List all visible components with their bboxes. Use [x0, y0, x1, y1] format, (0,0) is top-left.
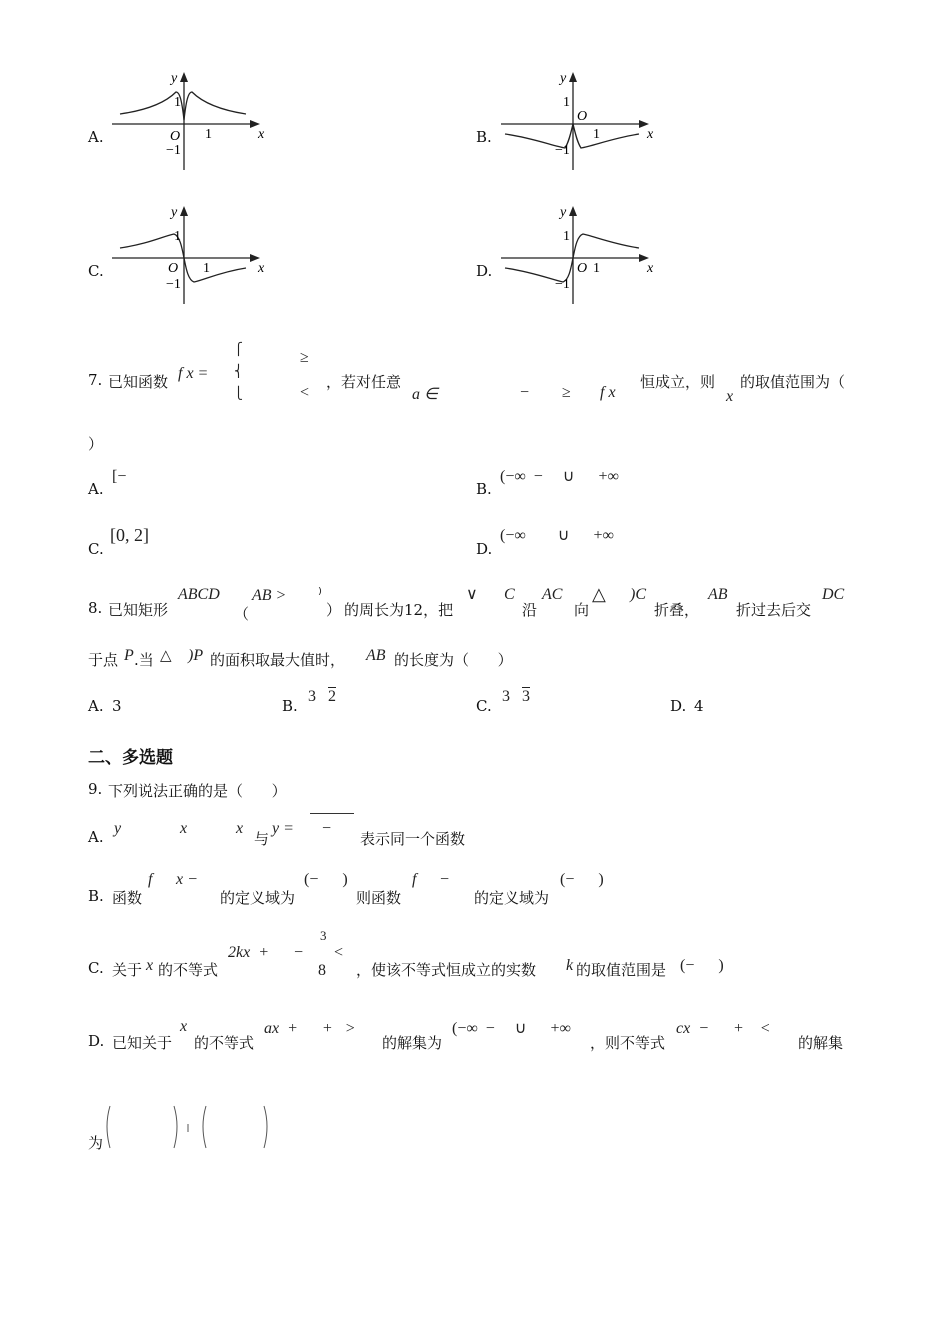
q6-graph-a — [108, 62, 268, 172]
q9-b-lead: 函数 — [112, 889, 143, 907]
q8-line2-d: 的长度为（ ） — [394, 651, 513, 669]
q9-d-wei: 为 — [88, 1134, 104, 1152]
q8-dp-frag: )P — [188, 647, 204, 664]
q8-option-c-rad: 3 — [522, 688, 530, 705]
q9-a-label: A. — [88, 828, 104, 846]
q9-a-y-eq: y = — [272, 820, 294, 837]
q9-d-label: D. — [88, 1032, 105, 1050]
q8-option-c-text: 3 — [502, 688, 510, 705]
q9-d-mid2: 的解集为 — [382, 1034, 443, 1052]
q9-c-k: k — [566, 957, 574, 974]
svg-text:1: 1 — [174, 95, 181, 110]
svg-text:1: 1 — [563, 95, 570, 110]
q9-c-range: (− ) — [680, 957, 724, 974]
q9-c-expr: 2kx + − — [228, 944, 304, 961]
q8-after: 折过去后交 — [736, 601, 812, 619]
q8-option-b-rad: 2 — [328, 688, 336, 705]
q7-tail2: 的取值范围为（ — [740, 373, 846, 391]
q9-b-f: f — [148, 871, 153, 888]
q8-tri2: △ — [160, 648, 172, 664]
svg-text:−1: −1 — [166, 143, 181, 158]
q9-a-minus: − — [322, 820, 332, 837]
svg-text:O: O — [577, 261, 588, 276]
svg-text:x: x — [258, 261, 265, 276]
svg-text:1: 1 — [593, 261, 600, 276]
svg-text:y: y — [560, 205, 567, 220]
q9-c-x: x — [146, 957, 154, 974]
q9-c-tail: 的取值范围是 — [576, 961, 667, 979]
q7-option-b-label: B. — [476, 480, 492, 498]
q9-a-x2: x — [236, 820, 244, 837]
q7-close: ） — [88, 435, 104, 453]
q9-a-sqrt-bar — [310, 813, 354, 814]
q7-ge: ≥ — [300, 349, 309, 366]
q6-option-b-label: B. — [476, 128, 492, 146]
q8-option-d-text: 4 — [694, 697, 704, 715]
q9-d-lead: 已知关于 — [112, 1034, 173, 1052]
q9-a-x1: x — [180, 820, 188, 837]
q8-mid1: 的周长为12，把 — [344, 601, 454, 619]
q8-option-b-text: 3 — [308, 688, 316, 705]
q9-c-frac-top: 3 — [320, 928, 327, 943]
svg-text:O: O — [170, 129, 181, 144]
q8-lead: 已知矩形 — [108, 601, 169, 619]
q7-option-b-text: (−∞ − ∪ +∞ — [500, 468, 619, 485]
q8-ab: AB — [708, 586, 728, 603]
svg-text:y: y — [171, 71, 178, 86]
svg-text:−1: −1 — [555, 143, 570, 158]
q7-lead: 已知函数 — [108, 373, 169, 391]
q8-line2-c: 的面积取最大值时， — [210, 651, 346, 669]
q8-p: P — [124, 647, 134, 664]
q9-b-then: 则函数 — [356, 889, 402, 907]
svg-text:1: 1 — [203, 261, 210, 276]
q9-d-x: x — [180, 1018, 188, 1035]
q7-number: 7. — [88, 371, 103, 389]
svg-text:y: y — [560, 71, 567, 86]
q9-b-minus2: − — [440, 871, 450, 888]
q6-option-d-label: D. — [476, 262, 493, 280]
q8-paren-open: （ — [234, 605, 250, 623]
q8-dc-frag: )C — [630, 586, 646, 603]
q7-tail: 恒成立，则 — [640, 373, 716, 391]
q9-c-lt: < — [334, 944, 344, 961]
q9-number: 9. — [88, 780, 103, 798]
q8-ab2: AB — [366, 647, 386, 664]
q8-line2-b: .当 — [134, 651, 154, 669]
svg-text:O: O — [168, 261, 179, 276]
svg-text:O: O — [577, 109, 588, 124]
q9-d-sol: (−∞ − ∪ +∞ — [452, 1020, 571, 1037]
q6-option-c-label: C. — [88, 262, 104, 280]
q9-d-mid: 的不等式 — [194, 1034, 255, 1052]
q9-d-answer-brackets — [102, 1102, 272, 1152]
svg-text:1: 1 — [205, 127, 212, 142]
q7-option-c-text: [0, 2] — [110, 525, 149, 545]
q6-option-a-label: A. — [88, 128, 104, 146]
q9-b-mid2: 的定义域为 — [474, 889, 550, 907]
q8-paren-close: ） — [326, 601, 342, 619]
q8-dc: DC — [822, 586, 845, 603]
q8-ac: AC — [542, 586, 563, 603]
q8-fold: 折叠， — [654, 601, 700, 619]
svg-text:−1: −1 — [166, 277, 181, 292]
q7-a-in: a ∈ — [412, 386, 438, 403]
q9-b-f2: f — [412, 871, 417, 888]
q7-option-a-text: [− — [112, 468, 127, 485]
svg-text:x: x — [258, 127, 265, 142]
q9-d-tail: 的解集 — [798, 1034, 844, 1052]
q7-option-d-text: (−∞ ∪ +∞ — [500, 527, 614, 544]
q9-b-mid: 的定义域为 — [220, 889, 296, 907]
q9-b-paren2: (− ) — [560, 871, 604, 888]
svg-text:x: x — [647, 127, 654, 142]
q9-a-yu: 与 — [254, 830, 270, 848]
q7-option-a-label: A. — [88, 480, 104, 498]
svg-text:x: x — [647, 261, 654, 276]
q7-minus: − — [520, 384, 530, 401]
q9-d-mid3: ，则不等式 — [590, 1034, 666, 1052]
svg-text:1: 1 — [563, 229, 570, 244]
q7-f-x: f x = — [178, 365, 209, 382]
q9-a-tail: 表示同一个函数 — [360, 830, 466, 848]
q7-option-c-label: C. — [88, 540, 104, 558]
q9-d-expr2: cx − + < — [676, 1020, 771, 1037]
q9-a-y: y — [114, 820, 122, 837]
q9-c-mid: 的不等式 — [158, 961, 219, 979]
q8-line2-a: 于点 — [88, 651, 119, 669]
q7-brace-bot: ⎩ — [234, 386, 243, 400]
q9-stem: 下列说法正确的是（ ） — [108, 782, 287, 800]
q8-option-c-label: C. — [476, 697, 492, 715]
q8-number: 8. — [88, 599, 103, 617]
q6-graph-c — [108, 196, 268, 306]
q7-brace-mid: ⎨ — [234, 364, 243, 378]
q8-toward: 向 — [574, 601, 590, 619]
q9-c-frac-bot: 8 — [318, 962, 326, 979]
q8-vee: ∨ — [466, 586, 478, 603]
q8-c: C — [504, 586, 515, 603]
q8-tri: △ — [592, 584, 606, 604]
section-title: 二、多选题 — [88, 748, 173, 768]
svg-text:y: y — [171, 205, 178, 220]
q8-option-b-label: B. — [282, 697, 298, 715]
q9-c-lead: 关于 — [112, 961, 143, 979]
q8-option-a-text: 3 — [112, 697, 122, 715]
q9-b-paren1: (− ) — [304, 871, 348, 888]
q6-graph-b — [497, 62, 657, 172]
q9-c-label: C. — [88, 959, 104, 977]
q7-lt: < — [300, 384, 310, 401]
q9-b-x-minus: x − — [176, 871, 198, 888]
q8-option-a-label: A. — [88, 697, 104, 715]
q6-graph-d — [497, 196, 657, 306]
q8-abcd: ABCD — [178, 586, 220, 603]
q7-option-d-label: D. — [476, 540, 493, 558]
q8-along: 沿 — [522, 601, 538, 619]
svg-text:1: 1 — [593, 127, 600, 142]
q8-ab-gt: AB > — [252, 587, 287, 604]
q8-option-d-label: D. — [670, 697, 687, 715]
q7-x-var: x — [726, 388, 734, 405]
q8-paren-close-part: ⁾ — [318, 586, 322, 603]
q7-ge2: ≥ — [562, 384, 571, 401]
y-arrow-icon — [180, 72, 188, 82]
q7-mid: ，若对任意 — [326, 373, 402, 391]
svg-text:1: 1 — [174, 229, 181, 244]
svg-text:−1: −1 — [555, 277, 570, 292]
q9-b-label: B. — [88, 887, 104, 905]
q9-c-mid2: ，使该不等式恒成立的实数 — [356, 961, 537, 979]
q7-f-x2: f x — [600, 384, 616, 401]
q7-brace-top: ⎧ — [234, 342, 243, 356]
q9-d-expr: ax + + > — [264, 1020, 356, 1037]
